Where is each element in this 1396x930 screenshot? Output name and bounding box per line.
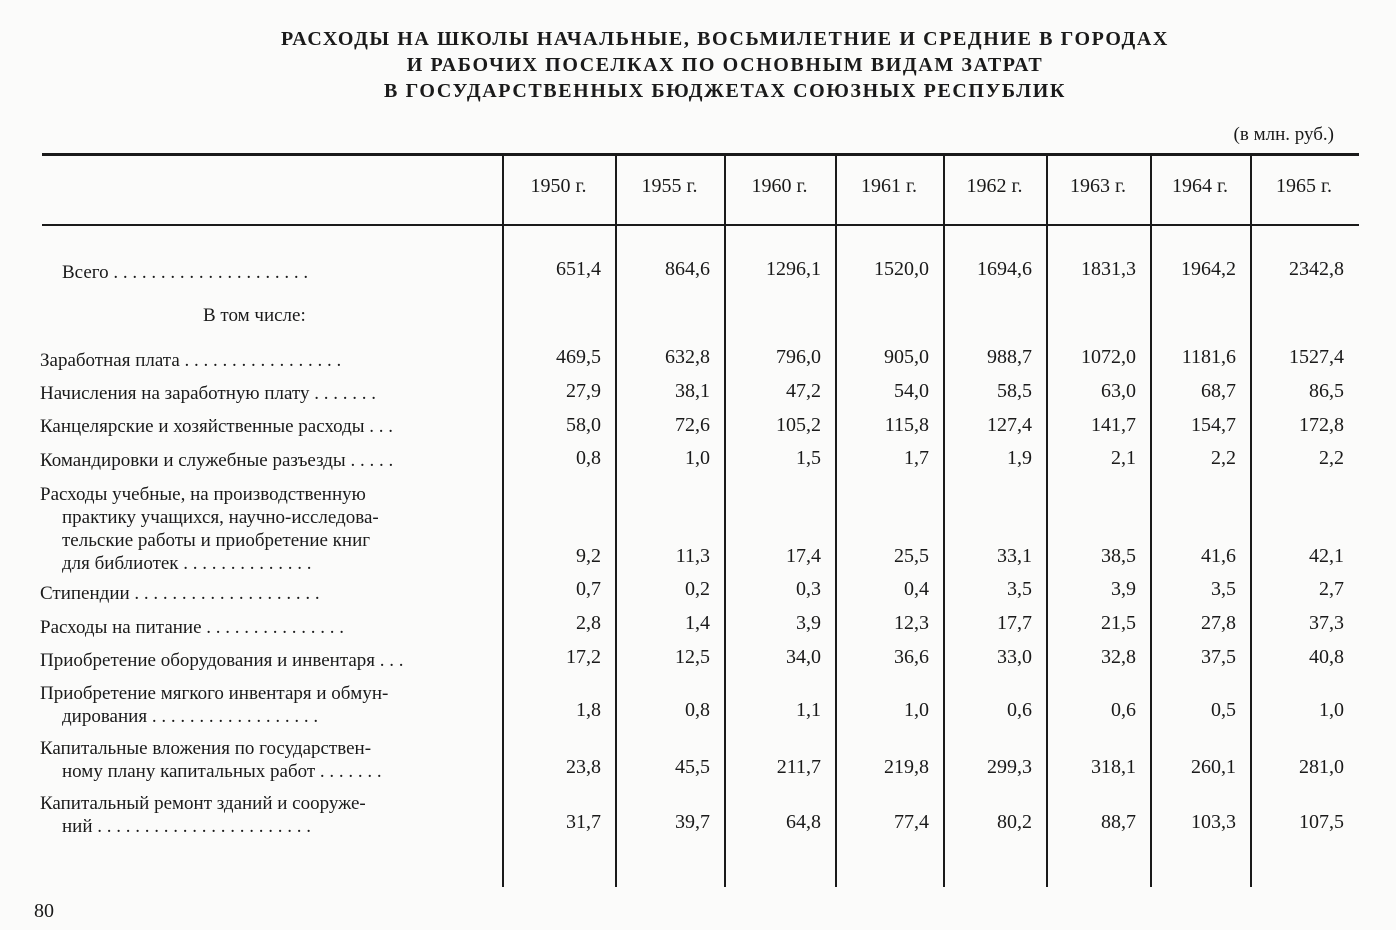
table-cell: 27,8 [1201,612,1236,634]
table-cell: 33,1 [997,545,1032,567]
row-label-line: дирования . . . . . . . . . . . . . . . . . . [62,706,319,727]
table-cell: 632,8 [665,346,710,368]
table-cell: 17,7 [997,612,1032,634]
table-cell: 0,5 [1211,699,1236,721]
row-label [40,483,495,575]
table-cell: 23,8 [566,756,601,778]
table-cell: 3,9 [796,612,821,634]
table-cell: 1,0 [1319,699,1344,721]
table-top-rule [42,153,1359,156]
table-cell: 1,4 [685,612,710,634]
table-cell: 154,7 [1191,414,1236,436]
row-label [40,450,495,472]
row-label [40,350,495,372]
table-cell: 1296,1 [766,258,821,280]
row-label-line: Приобретение мягкого инвентаря и обмун- [40,683,389,704]
table-cell: 1,5 [796,447,821,469]
table-cell: 21,5 [1101,612,1136,634]
table-cell: 0,8 [576,447,601,469]
table-cell: 1520,0 [874,258,929,280]
table-cell: 32,8 [1101,646,1136,668]
row-label-line: Начисления на заработную плату . . . . . . . [40,383,376,404]
unit-note: (в млн. руб.) [1233,124,1334,145]
row-label [40,682,495,728]
table-cell: 3,9 [1111,578,1136,600]
table-cell: 38,5 [1101,545,1136,567]
row-label-line: Командировки и служебные разъезды . . . . . [40,450,394,471]
table-cell: 68,7 [1201,380,1236,402]
table-cell: 47,2 [786,380,821,402]
row-label-line: практику учащихся, научно-исследова- [62,507,379,528]
row-label-line: ному плану капитальных работ . . . . . . . [62,761,382,782]
table-cell: 0,3 [796,578,821,600]
table-cell: 34,0 [786,646,821,668]
table-cell: 63,0 [1101,380,1136,402]
row-label-line: Расходы учебные, на производственную [40,484,366,505]
table-cell: 796,0 [776,346,821,368]
table-cell: 58,0 [566,414,601,436]
year-header: 1964 г. [1172,175,1228,197]
table-cell: 2,7 [1319,578,1344,600]
table-cell: 58,5 [997,380,1032,402]
table-cell: 1964,2 [1181,258,1236,280]
year-header: 1961 г. [861,175,917,197]
table-cell: 72,6 [675,414,710,436]
table-cell: 31,7 [566,811,601,833]
table-cell: 33,0 [997,646,1032,668]
table-cell: 37,5 [1201,646,1236,668]
row-label [40,617,495,639]
table-cell: 3,5 [1007,578,1032,600]
table-cell: 318,1 [1091,756,1136,778]
table-cell: 2,8 [576,612,601,634]
row-label [40,792,495,838]
table-cell: 1694,6 [977,258,1032,280]
table-cell: 36,6 [894,646,929,668]
table-cell: 54,0 [894,380,929,402]
table-cell: 0,2 [685,578,710,600]
table-cell: 27,9 [566,380,601,402]
table-cell: 988,7 [987,346,1032,368]
table-cell: 77,4 [894,811,929,833]
table-cell: 0,7 [576,578,601,600]
table-cell: 0,4 [904,578,929,600]
page-number: 80 [34,900,54,922]
row-label [40,583,495,605]
table-cell: 864,6 [665,258,710,280]
table-cell: 107,5 [1299,811,1344,833]
year-header: 1955 г. [641,175,698,197]
table-cell: 25,5 [894,545,929,567]
row-label-line: Приобретение оборудования и инвентаря . . . [40,650,404,671]
table-cell: 1,0 [685,447,710,469]
row-label-line: для библиотек . . . . . . . . . . . . . . [62,553,312,574]
table-cell: 260,1 [1191,756,1236,778]
table-title [0,26,1396,104]
table-cell: 127,4 [987,414,1032,436]
table-cell: 2,1 [1111,447,1136,469]
row-label-line: Канцелярские и хозяйственные расходы . . . [40,416,394,437]
year-header: 1962 г. [966,175,1023,197]
table-cell: 38,1 [675,380,710,402]
table-cell: 469,5 [556,346,601,368]
table-cell: 141,7 [1091,414,1136,436]
table-cell: 1,8 [576,699,601,721]
table-cell: 0,6 [1111,699,1136,721]
title-line: В ГОСУДАРСТВЕННЫХ БЮДЖЕТАХ СОЮЗНЫХ РЕСПУБЛИК [384,80,1066,102]
table-cell: 88,7 [1101,811,1136,833]
row-label-line: тельские работы и приобретение книг [62,530,371,551]
year-header: 1950 г. [530,175,587,197]
table-cell: 37,3 [1309,612,1344,634]
table-cell: 1,1 [796,699,821,721]
row-label-line: Капитальные вложения по государствен- [40,738,372,759]
table-cell: 651,4 [556,258,601,280]
table-cell: 2,2 [1211,447,1236,469]
row-label-line: Заработная плата . . . . . . . . . . . . . . . . . [40,350,342,371]
table-cell: 11,3 [675,545,710,567]
year-header: 1963 г. [1070,175,1126,197]
table-cell: 64,8 [786,811,821,833]
table-cell: 17,2 [566,646,601,668]
row-label [62,262,517,284]
row-label-line: Капитальный ремонт зданий и сооруже- [40,793,366,814]
table-cell: 2,2 [1319,447,1344,469]
year-header: 1960 г. [751,175,808,197]
table-cell: 40,8 [1309,646,1344,668]
table-cell: 115,8 [884,414,929,436]
subheading: В том числе: [203,305,306,326]
table-cell: 39,7 [675,811,710,833]
table-cell: 0,8 [685,699,710,721]
row-label-line: Расходы на питание . . . . . . . . . . . . . . . [40,617,345,638]
table-cell: 86,5 [1309,380,1344,402]
table-cell: 80,2 [997,811,1032,833]
row-label [40,416,495,438]
table-cell: 1072,0 [1081,346,1136,368]
row-label [40,650,495,672]
table-cell: 1831,3 [1081,258,1136,280]
table-cell: 905,0 [884,346,929,368]
row-label [40,737,495,783]
table-cell: 1181,6 [1181,346,1236,368]
table-cell: 172,8 [1299,414,1344,436]
row-label [40,383,495,405]
title-line: РАСХОДЫ НА ШКОЛЫ НАЧАЛЬНЫЕ, ВОСЬМИЛЕТНИЕ И СРЕДНИЕ В ГОРОДАХ [281,28,1169,50]
table-cell: 17,4 [786,545,821,567]
table-cell: 3,5 [1211,578,1236,600]
table-cell: 12,5 [675,646,710,668]
title-line: И РАБОЧИХ ПОСЕЛКАХ ПО ОСНОВНЫМ ВИДАМ ЗАТРАТ [406,54,1044,76]
header-bottom-rule [42,224,1359,226]
table-cell: 281,0 [1299,756,1344,778]
table-cell: 1,9 [1007,447,1032,469]
row-label-line: Стипендии . . . . . . . . . . . . . . . . . . . . [40,583,320,604]
table-cell: 0,6 [1007,699,1032,721]
table-cell: 1,0 [904,699,929,721]
table-cell: 211,7 [776,756,821,778]
row-label-line: ний . . . . . . . . . . . . . . . . . . . . . . . [62,816,312,837]
table-cell: 219,8 [884,756,929,778]
table-cell: 42,1 [1309,545,1344,567]
table-cell: 103,3 [1191,811,1236,833]
row-label-line: Всего . . . . . . . . . . . . . . . . . . . . . [62,262,309,283]
table-cell: 9,2 [576,545,601,567]
table-cell: 105,2 [776,414,821,436]
table-cell: 2342,8 [1289,258,1344,280]
year-header: 1965 г. [1276,175,1332,197]
table-cell: 45,5 [675,756,710,778]
table-cell: 12,3 [894,612,929,634]
table-cell: 1,7 [904,447,929,469]
table-cell: 1527,4 [1289,346,1344,368]
table-cell: 299,3 [987,756,1032,778]
table-cell: 41,6 [1201,545,1236,567]
